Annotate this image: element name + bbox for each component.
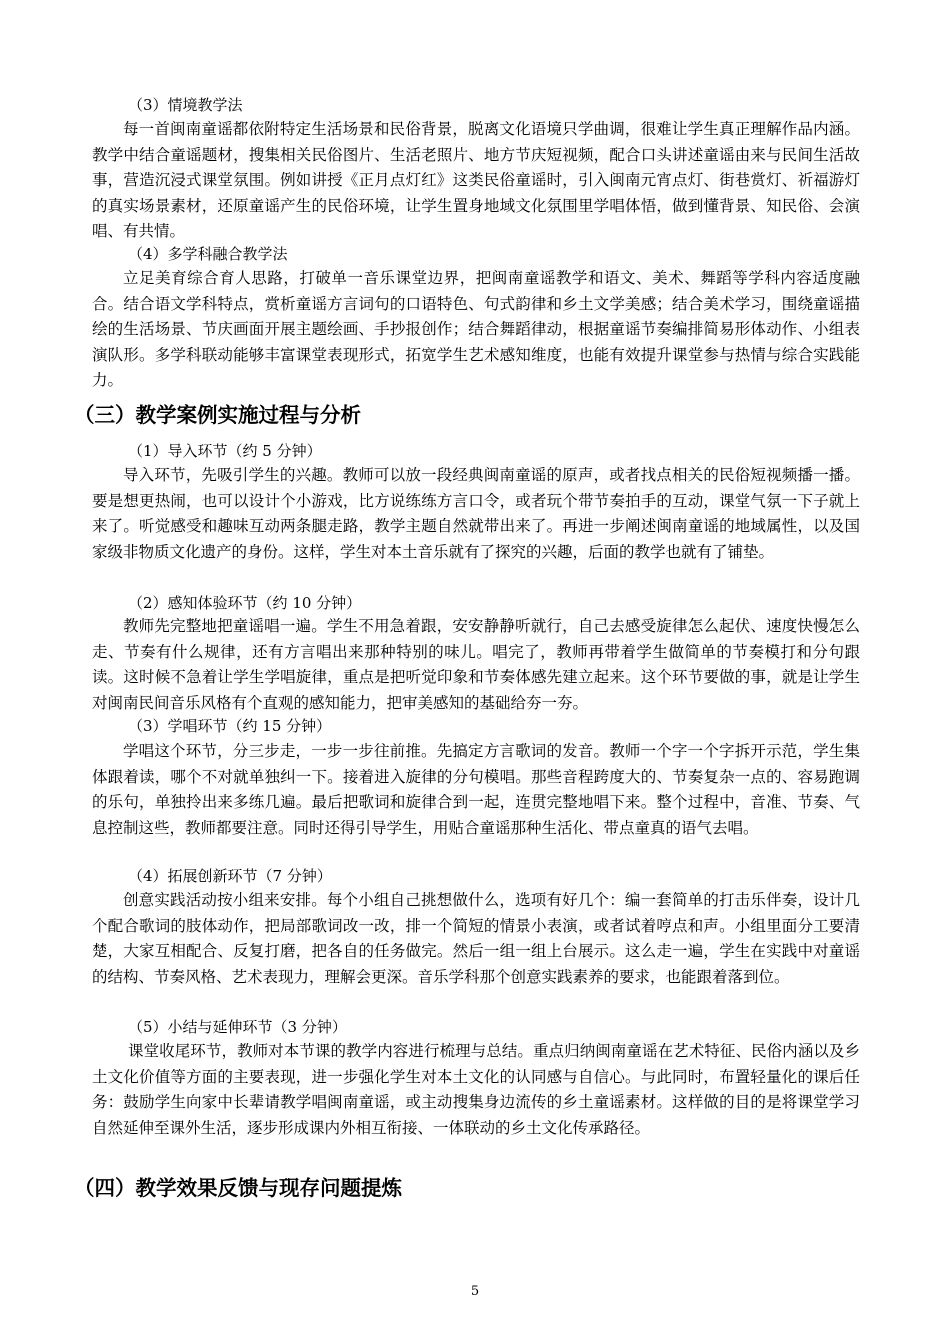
subheading-extension-stage: （4）拓展创新环节（7 分钟） xyxy=(128,867,332,885)
page-number: 5 xyxy=(470,1284,480,1299)
subheading-introduction-stage: （1）导入环节（约 5 分钟） xyxy=(128,442,322,460)
paragraph-summary-stage: 课堂收尾环节，教师对本节课的教学内容进行梳理与总结。重点归纳闽南童谣在艺术特征、民俗内涵以及乡土文化价值等方面的主要表现，进一步强化学生对本土文化的认同感与自信心。与此同时，布置轻量化的课后任务：鼓励学生向家中长辈请教学唱闽南童谣，或主动搜集身边流传的乡土童谣素材。这样做的目的是将课堂学习自然延伸至课外生活，逐步形成课内外相互衔接、一体联动的乡土文化传承路径。 xyxy=(92,1042,860,1137)
subheading-learning-stage: （3）学唱环节（约 15 分钟） xyxy=(128,717,332,735)
paragraph-introduction-stage: 导入环节，先吸引学生的兴趣。教师可以放一段经典闽南童谣的原声，或者找点相关的民俗短视频播一播。要是想更热闹，也可以设计个小游戏，比方说练练方言口令，或者玩个带节奏拍手的互动，课堂气氛一下子就上来了。听觉感受和趣味互动两条腿走路，教学主题自然就带出来了。再进一步阐述闽南童谣的地域属性，以及国家级非物质文化遗产的身份。这样，学生对本土音乐就有了探究的兴趣，后面的教学也就有了铺垫。 xyxy=(92,466,860,561)
paragraph-extension-stage: 创意实践活动按小组来安排。每个小组自己挑想做什么，选项有好几个：编一套简单的打击乐伴奏，设计几个配合歌词的肢体动作，把局部歌词改一改，排一个简短的情景小表演，或者试着哼点和声。小组里面分工要清楚，大家互相配合、反复打磨，把各自的任务做完。然后一组一组上台展示。这么走一遍，学生在实践中对童谣的结构、节奏风格、艺术表现力，理解会更深。音乐学科那个创意实践素养的要求，也能跟着落到位。 xyxy=(92,891,860,986)
subheading-multidisciplinary-method: （4）多学科融合教学法 xyxy=(128,245,288,263)
subheading-situational-method: （3）情境教学法 xyxy=(128,96,243,114)
paragraph-situational-method: 每一首闽南童谣都依附特定生活场景和民俗背景，脱离文化语境只学曲调，很难让学生真正理解作品内涵。教学中结合童谣题材，搜集相关民俗图片、生活老照片、地方节庆短视频，配合口头讲述童谣由来与民间生活故事，营造沉浸式课堂氛围。例如讲授《正月点灯红》这类民俗童谣时，引入闽南元宵点灯、街巷赏灯、祈福游灯的真实场景素材，还原童谣产生的民俗环境，让学生置身地域文化氛围里学唱体悟，做到懂背景、知民俗、会演唱、有共情。 xyxy=(92,120,860,240)
paragraph-multidisciplinary-method: 立足美育综合育人思路，打破单一音乐课堂边界，把闽南童谣教学和语文、美术、舞蹈等学科内容适度融合。结合语文学科特点，赏析童谣方言词句的口语特色、句式韵律和乡土文学美感；结合美术学习，围绕童谣描绘的生活场景、节庆画面开展主题绘画、手抄报创作；结合舞蹈律动，根据童谣节奏编排简易形体动作、小组表演队形。多学科联动能够丰富课堂表现形式，拓宽学生艺术感知维度，也能有效提升课堂参与热情与综合实践能力。 xyxy=(92,269,860,389)
subheading-perception-stage: （2）感知体验环节（约 10 分钟） xyxy=(128,594,362,612)
paragraph-perception-stage: 教师先完整地把童谣唱一遍。学生不用急着跟，安安静静听就行，自己去感受旋律怎么起伏、速度快慢怎么走、节奏有什么规律，还有方言唱出来那种特别的味儿。唱完了，教师再带着学生做简单的节奏模打和分句跟读。这时候不急着让学生学唱旋律，重点是把听觉印象和节奏体感先建立起来。这个环节要做的事，就是让学生对闽南民间音乐风格有个直观的感知能力，把审美感知的基础给夯一夯。 xyxy=(92,617,860,712)
section-heading-case-implementation: （三）教学案例实施过程与分析 xyxy=(74,403,361,427)
subheading-summary-stage: （5）小结与延伸环节（3 分钟） xyxy=(128,1018,347,1036)
section-heading-feedback-problems: （四）教学效果反馈与现存问题提炼 xyxy=(74,1176,402,1200)
paragraph-learning-stage: 学唱这个环节，分三步走，一步一步往前推。先搞定方言歌词的发音。教师一个字一个字拆开示范，学生集体跟着读，哪个不对就单独纠一下。接着进入旋律的分句模唱。那些音程跨度大的、节奏复杂一点的、容易跑调的乐句，单独拎出来多练几遍。最后把歌词和旋律合到一起，连贯完整地唱下来。整个过程中，音准、节奏、气息控制这些，教师都要注意。同时还得引导学生，用贴合童谣那种生活化、带点童真的语气去唱。 xyxy=(92,742,860,837)
